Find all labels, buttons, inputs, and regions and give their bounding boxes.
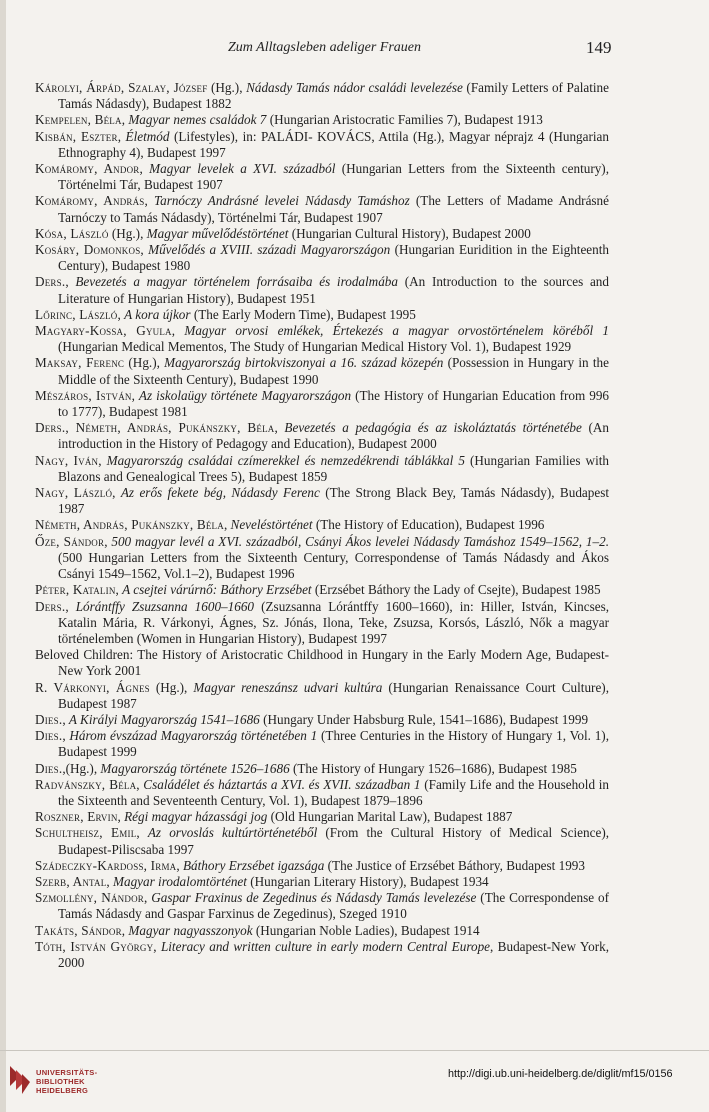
bib-entry — [35, 274, 609, 306]
bib-title: Neveléstörténet — [230, 517, 313, 533]
bib-title: Magyar levelek a XVI. századból — [149, 161, 336, 177]
bib-separator: , — [121, 112, 129, 128]
logo-line: HEIDELBERG — [36, 1086, 89, 1095]
bib-author: Tóth, István György — [35, 938, 154, 954]
bib-author: Kisbán, Eszter — [35, 128, 118, 144]
bib-entry — [35, 874, 609, 890]
running-header: Zum Alltagsleben adeliger Frauen — [228, 40, 421, 55]
bib-separator: , — [106, 873, 113, 889]
bib-title: A csejtei várúrnő: Báthory Erzsébet — [122, 582, 312, 598]
bib-details: (The Letters of Madame Andrásné Tarnóczy to Tamás Nádasdy), Történelmi Tár, Budapest 1907 — [58, 193, 609, 225]
bib-entry — [35, 923, 609, 939]
bib-entry — [35, 226, 609, 242]
bib-details: (Lifestyles), in: PALÁDI- KOVÁCS, Attila (Hg.), Magyar néprajz 4 (Hungarian Ethnography 4), Budapest 1997 — [58, 128, 609, 160]
bib-entry — [35, 161, 609, 193]
bib-author: Ders. — [35, 274, 66, 290]
bib-separator: (Hg.), — [149, 679, 194, 695]
bib-details: (Hungarian Aristocratic Families 7), Budapest 1913 — [266, 112, 543, 128]
bib-details: (Erzsébet Báthory the Lady of Csejte), Budapest 1985 — [311, 582, 601, 598]
bib-details: (An introduction in the History of Pedagogy and Education), Budapest 2000 — [58, 420, 610, 452]
bib-title: Báthory Erzsébet igazsága — [182, 857, 325, 873]
bib-separator: , — [104, 533, 112, 549]
bib-separator: , — [274, 420, 285, 436]
bib-author: Takáts, Sándor — [35, 922, 122, 938]
bib-details: (The Strong Black Bey, Tamás Nádasdy), Budapest 1987 — [58, 485, 610, 517]
bib-author: Ders. — [35, 598, 66, 614]
bib-title: Tarnóczy Andrásné levelei Nádasdy Tamáshoz — [153, 193, 410, 209]
bib-author: Szerb, Antal — [35, 873, 107, 889]
bib-details: (Hungarian Medical Mementos, The Study of Hungarian Medical History Vol. 1), Budapest 1929 — [58, 339, 572, 355]
bib-title: Régi magyar házassági jog — [124, 809, 268, 825]
bib-entry — [35, 680, 609, 712]
library-logo[interactable] — [8, 1064, 128, 1104]
bib-title: Magyar reneszánsz udvari kultúra — [193, 679, 383, 695]
bib-author: Szmollény, Nándor — [35, 890, 144, 906]
bib-title: A kora újkor — [124, 306, 191, 322]
bib-details: (Zsuzsanna Lórántffy 1600–1660), in: Hiller, István, Kincses, Katalin Mária, R. Várkonyi, Ágnes, Sz. Jónás, Ilona, Teke, Zsuzsa, Korsós, László, Nők a magyar történelemben (Women in Hungarian History), Budapest 1997 — [58, 598, 610, 646]
bib-details: (The History of Hungarian Education from 996 to 1777), Budapest 1981 — [58, 387, 610, 420]
page-edge — [0, 0, 6, 1112]
bib-entry — [35, 517, 609, 533]
bib-title: Magyarország birtokviszonyai a 16. század közepén — [164, 355, 444, 371]
bib-separator: , — [112, 485, 121, 501]
bib-entry — [35, 939, 609, 971]
bib-author: Roszner, Ervin — [35, 809, 118, 825]
bib-details: (The History of Hungary 1526–1686), Budapest 1985 — [289, 760, 577, 776]
bib-separator: , — [62, 728, 70, 744]
bib-separator: (Hg.), — [124, 355, 165, 371]
bib-entry — [35, 485, 609, 517]
footer-divider — [0, 1050, 709, 1051]
bib-title: Literacy and written culture in early modern Central Europe — [160, 938, 491, 954]
bib-author: Radvánszky, Béla — [35, 776, 137, 792]
bib-entry — [35, 534, 609, 583]
bib-separator: , — [117, 809, 125, 825]
bib-title: Gaspar Fraxinus de Zegedinus és Nádasdy Tamás levelezése — [151, 890, 477, 906]
library-logo-text — [36, 1068, 97, 1095]
bib-details: (Hungarian Renaissance Court Culture), Budapest 1987 — [58, 679, 609, 711]
footer-url-link[interactable]: http://digi.ub.uni-heidelberg.de/diglit/mf15/0156 — [448, 1068, 673, 1080]
bib-title: Az iskolaügy története Magyarországon — [138, 387, 352, 403]
bib-entry — [35, 388, 609, 420]
bib-entry — [35, 712, 609, 728]
bib-entry — [35, 307, 609, 323]
bib-separator: , — [62, 711, 69, 727]
library-logo-icon — [8, 1064, 32, 1098]
bib-details: (The Early Modern Time), Budapest 1995 — [190, 306, 416, 322]
bib-details: Beloved Children: The History of Aristocratic Childhood in Hungary in the Early Modern Age, Budapest-New York 2001 — [35, 647, 609, 679]
bib-author: Kempelen, Béla — [35, 112, 122, 128]
bib-details: (Hungarian Euridition in the Eighteenth Century), Budapest 1980 — [58, 242, 610, 274]
bib-separator: , — [117, 128, 126, 144]
bib-entry — [35, 193, 609, 225]
bib-author: R. Várkonyi, Ágnes — [35, 679, 150, 695]
bib-details: (The History of Education), Budapest 1996 — [312, 517, 545, 533]
bib-title: Magyar művelődéstörténet — [146, 225, 289, 241]
bib-separator: , — [115, 582, 123, 598]
bib-title: Lórántffy Zsuzsanna 1600–1660 — [75, 598, 255, 614]
bib-author: Dies. — [35, 728, 63, 744]
bib-separator: , — [139, 161, 150, 177]
bib-entry — [35, 242, 609, 274]
bib-title: Bevezetés a pedagógia és az iskoláztatás történetébe — [284, 420, 582, 436]
page-number: 149 — [586, 38, 612, 57]
bib-separator: , — [131, 387, 139, 403]
bib-author: Komáromy, András — [35, 193, 145, 209]
bibliography — [35, 80, 609, 971]
bib-title: Családélet és háztartás a XVI. és XVII. században 1 — [143, 776, 421, 792]
bib-entry — [35, 728, 609, 760]
bib-separator: , — [136, 825, 148, 841]
bib-title: Bevezetés a magyar történelem forrásaiba és irodalmába — [75, 274, 398, 290]
bib-entry — [35, 890, 609, 922]
bib-title: Életmód — [125, 128, 170, 144]
bib-entry — [35, 777, 609, 809]
bib-title: Magyar nagyasszonyok — [128, 922, 253, 938]
bib-details: , Budapest-New York, 2000 — [58, 938, 609, 970]
bib-entry — [35, 80, 609, 112]
bib-entry — [35, 112, 609, 128]
bib-separator: , — [98, 452, 107, 468]
bib-separator: , — [223, 517, 231, 533]
bib-details: (Old Hungarian Marital Law), Budapest 1887 — [267, 809, 513, 825]
bib-title: Magyar irodalomtörténet — [113, 873, 247, 889]
bib-author: Németh, András, Pukánszky, Béla — [35, 517, 224, 533]
bib-details: (An Introduction to the sources and Literature of Hungarian History), Budapest 1951 — [58, 274, 609, 306]
logo-line: UNIVERSITÄTS- — [36, 1068, 98, 1077]
bib-details: (Three Centuries in the History of Hungary 1, Vol. 1), Budapest 1999 — [58, 728, 609, 760]
bib-separator: , — [144, 193, 154, 209]
bib-author: Károlyi, Árpád, Szalay, József — [35, 80, 208, 95]
bib-entry — [35, 355, 609, 387]
bib-author: Mészáros, István — [35, 387, 132, 403]
logo-line: BIBLIOTHEK — [36, 1077, 85, 1086]
bib-entry — [35, 599, 609, 648]
bib-details: (Hungarian Noble Ladies), Budapest 1914 — [252, 922, 480, 938]
bib-author: Dies. — [35, 760, 63, 776]
bib-details: (Hungarian Families with Blazons and Genealogical Trees 5), Budapest 1859 — [58, 452, 609, 484]
bib-details: (Hungarian Letters from the Sixteenth century), Történelmi Tár, Budapest 1907 — [58, 161, 609, 193]
bib-details: (The Correspondense of Tamás Nádasdy and Gaspar Farxinus de Zegedinus), Szeged 1910 — [58, 890, 610, 922]
bib-details: (Hungary Under Habsburg Rule, 1541–1686), Budapest 1999 — [259, 711, 589, 727]
bib-title: A Királyi Magyarország 1541–1686 — [68, 711, 260, 727]
bib-details: (Hungarian Literary History), Budapest 1934 — [246, 873, 489, 889]
bib-entry — [35, 825, 609, 857]
bib-details: (500 Hungarian Letters from the Sixteenth Century, Correspondense of Tamás Nádasdy and Ákos Csányi 1549–1562, Vol.1–2), Budapest 1996 — [58, 549, 609, 582]
bib-entry — [35, 129, 609, 161]
bib-entry — [35, 647, 609, 679]
bib-title: Magyar nemes családok 7 — [128, 112, 267, 128]
bib-title: Magyar orvosi emlékek, Értekezés a magyar orvostörténelem köréből 1 — [184, 323, 609, 339]
bib-title: Az erős fekete bég, Nádasdy Ferenc — [120, 485, 320, 501]
bib-entry — [35, 420, 609, 452]
bib-entry — [35, 858, 609, 874]
bib-author: Nagy, László — [35, 485, 113, 501]
bib-title: Három évszázad Magyarország történetében 1 — [69, 728, 318, 744]
bib-author: Lőrinc, László — [35, 306, 118, 322]
bib-author: Szádeczky-Kardoss, Irma — [35, 857, 177, 873]
bib-details: (Hungarian Cultural History), Budapest 2000 — [288, 225, 531, 241]
bib-details: (The Justice of Erzsébet Báthory, Budapest 1993 — [324, 857, 585, 873]
bib-author: Maksay, Ferenc — [35, 355, 125, 371]
bib-separator: , — [140, 242, 149, 258]
bib-separator: (Hg.), — [108, 225, 147, 241]
bib-separator: , — [121, 922, 129, 938]
bib-title: Az orvoslás kultúrtörténetéből — [147, 825, 318, 841]
bib-separator: , — [143, 890, 152, 906]
bib-details: (Family Letters of Palatine Tamás Nádasdy), Budapest 1882 — [58, 80, 609, 112]
bib-entry — [35, 809, 609, 825]
bib-entry — [35, 323, 609, 355]
bib-details: (Family Life and the Household in the Sixteenth and Seventeenth Century, Vol. 1), Budapest 1879–1896 — [58, 776, 609, 808]
bib-author: Kosáry, Domonkos — [35, 242, 141, 258]
bib-author: Ders., Németh, András, Pukánszky, Béla — [35, 420, 275, 436]
bib-author: Péter, Katalin — [35, 582, 116, 598]
bib-author: Komáromy, Andor — [35, 161, 140, 177]
bib-title: Nádasdy Tamás nádor családi levelezése — [246, 80, 463, 95]
bib-title: Magyarország története 1526–1686 — [100, 760, 290, 776]
bib-separator: , — [65, 598, 76, 614]
bib-details: (Possession in Hungary in the Middle of the Sixteenth Century), Budapest 1990 — [58, 355, 609, 387]
bib-title: Művelődés a XVIII. századi Magyarországon — [148, 242, 391, 258]
bib-separator: ,(Hg.), — [62, 760, 101, 776]
bib-author: Dies. — [35, 711, 63, 727]
bib-author: Schultheisz, Emil — [35, 825, 137, 841]
bib-author: Őze, Sándor — [35, 533, 105, 549]
bib-separator: , — [176, 857, 183, 873]
bib-details: (From the Cultural History of Medical Science), Budapest-Piliscsaba 1997 — [58, 825, 610, 857]
bib-title: 500 magyar levél a XVI. századból, Csányi Ákos levelei Nádasdy Tamáshoz 1549–1562, 1–2. — [111, 533, 610, 549]
bib-separator: , — [65, 274, 76, 290]
bib-entry — [35, 453, 609, 485]
bib-separator: , — [136, 776, 144, 792]
bib-author: Magyary-Kossa, Gyula — [35, 323, 172, 339]
bib-entry — [35, 582, 609, 598]
bib-separator: , — [153, 938, 161, 954]
bib-author: Nagy, Iván — [35, 452, 99, 468]
bib-title: Magyarország családai czímerekkel és nemzedékrendi táblákkal 5 — [106, 452, 465, 468]
bib-separator: , — [117, 306, 125, 322]
bib-separator: (Hg.), — [207, 80, 247, 95]
bib-author: Kósa, László — [35, 225, 109, 241]
bib-separator: , — [171, 323, 185, 339]
bib-entry — [35, 761, 609, 777]
